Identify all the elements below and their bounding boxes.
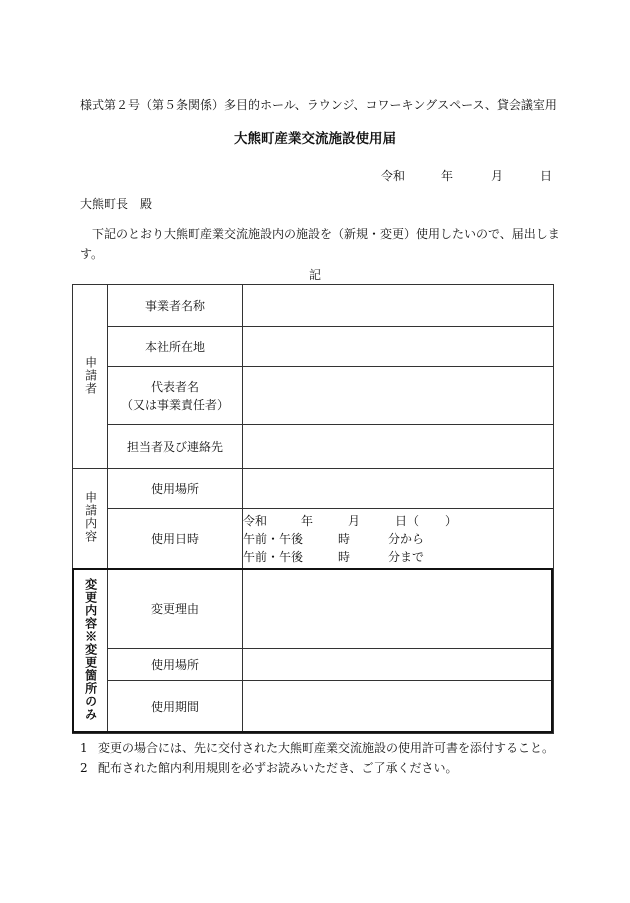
note-2	[80, 759, 458, 776]
representative-label-line2: （又は事業責任者）	[120, 397, 229, 412]
head-office-label: 本社所在地	[108, 327, 243, 367]
ki-heading: 記	[308, 268, 321, 282]
note-1-text: 変更の場合には、先に交付された大熊町産業交流施設の使用許可書を添付すること。	[98, 741, 555, 755]
row-use-datetime	[73, 509, 554, 569]
use-datetime-label: 使用日時	[108, 509, 243, 569]
representative-field[interactable]	[243, 367, 554, 425]
application-form-table	[72, 284, 554, 734]
date-month: 月	[491, 169, 504, 183]
form-number: 様式第２号（第５条関係）多目的ホール、ラウンジ、コワーキングスペース、貸会議室用	[80, 98, 557, 112]
dt-month: 月	[348, 513, 361, 528]
dt-year: 年	[301, 513, 314, 528]
use-place-field[interactable]	[243, 469, 554, 509]
dt-day: 日（	[395, 513, 420, 528]
date-year: 年	[441, 169, 454, 183]
dt-end-to: 分まで	[388, 549, 425, 564]
row-representative	[73, 367, 554, 425]
dt-start-from: 分から	[388, 531, 425, 546]
change-reason-field[interactable]	[243, 569, 554, 649]
dt-era: 令和	[243, 513, 268, 528]
representative-label-line1: 代表者名	[150, 379, 199, 394]
date-era: 令和	[381, 169, 406, 183]
datetime-start-line	[243, 530, 553, 548]
change-place-field[interactable]	[243, 649, 554, 681]
note-1-num: 1	[80, 741, 88, 755]
dt-end-hour: 時	[338, 549, 351, 564]
group-change-label: 変更内容※変更箇所のみ	[83, 578, 98, 721]
page-title: 大熊町産業交流施設使用届	[234, 131, 396, 147]
use-place-label: 使用場所	[108, 469, 243, 509]
group-application-label: 申請内容	[83, 491, 98, 543]
row-use-place	[73, 469, 554, 509]
contact-label: 担当者及び連絡先	[108, 425, 243, 469]
row-head-office	[73, 327, 554, 367]
group-change	[73, 569, 108, 734]
note-1	[80, 739, 554, 756]
change-period-label: 使用期間	[108, 681, 243, 734]
addressee: 大熊町長 殿	[80, 197, 153, 211]
row-change-period	[73, 681, 554, 734]
dt-start-hour: 時	[338, 531, 351, 546]
row-business-name	[73, 285, 554, 327]
change-period-field[interactable]	[243, 681, 554, 734]
row-contact	[73, 425, 554, 469]
dt-start-ampm: 午前・午後	[243, 531, 304, 546]
row-change-reason	[73, 569, 554, 649]
datetime-date-line	[243, 512, 553, 530]
note-2-text: 配布された館内利用規則を必ずお読みいただき、ご了承ください。	[98, 761, 458, 775]
note-2-num: 2	[80, 761, 88, 775]
datetime-end-line	[243, 548, 553, 566]
dt-end-ampm: 午前・午後	[243, 549, 304, 564]
contact-field[interactable]	[243, 425, 554, 469]
group-application	[73, 469, 108, 569]
intro-line-2: す。	[80, 247, 104, 261]
group-applicant	[73, 285, 108, 469]
date-day: 日	[540, 169, 553, 183]
change-reason-label: 変更理由	[108, 569, 243, 649]
group-applicant-label: 申請者	[83, 355, 98, 395]
business-name-field[interactable]	[243, 285, 554, 327]
head-office-field[interactable]	[243, 327, 554, 367]
use-datetime-field[interactable]	[243, 509, 554, 569]
dt-close: ）	[445, 513, 458, 528]
row-change-place	[73, 649, 554, 681]
change-place-label: 使用場所	[108, 649, 243, 681]
business-name-label: 事業者名称	[108, 285, 243, 327]
intro-line-1: 下記のとおり大熊町産業交流施設内の施設を（新規・変更）使用したいので、届出しま	[92, 227, 560, 241]
representative-label	[108, 367, 243, 425]
